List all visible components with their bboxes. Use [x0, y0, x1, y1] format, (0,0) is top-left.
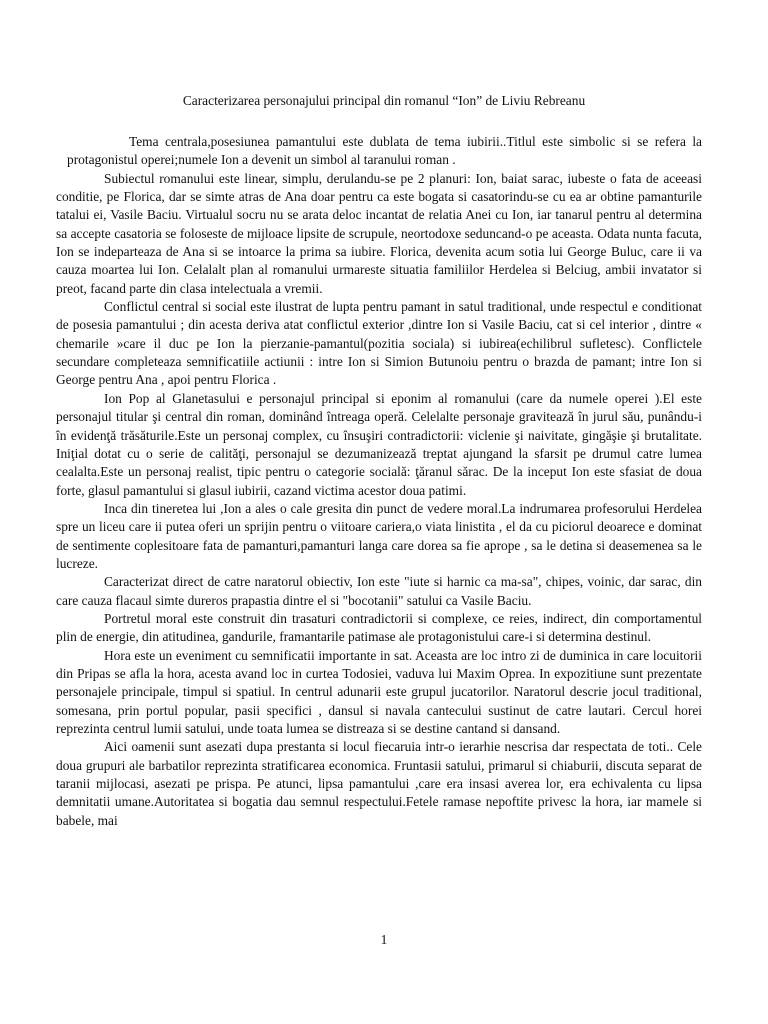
- paragraph-9: Aici oamenii sunt asezati dupa prestanta si locul fiecaruia intr-o ierarhie nescrisa dar respectata de toti.. Cele doua grupuri ale barbatilor reprezinta stratificarea economica. Fruntasii satului, primarul si chiaburii, discuta separat de taranii mijlocasi, asezati pe prispa. Pe atunci, lipsa pamantului ,care era insasi averea lor, era echivalenta cu lipsa demnitatii umane.Autoritatea si bogatia dau semnul respectului.Fetele ramase nepoftite privesc la hora, iar mamele si babele, mai: [56, 739, 702, 828]
- paragraph-6: Caracterizat direct de catre naratorul obiectiv, Ion este "iute si harnic ca ma-sa", chipes, voinic, dar sarac, din care cauza flacaul simte dureros prapastia dintre el si "bocotanii" satului ca Vasile Baciu.: [56, 574, 702, 608]
- paragraph-3: Conflictul central si social este ilustrat de lupta pentru pamant in satul traditional, unde respectul e conditionat de posesia pamantului ; din acesta deriva atat conflictul exterior ,dintre Ion si Vasile Baciu, cat si cel interior , dintre « chemarile »care il duc pe Ion la pierzanie-pamantul(pozitia sociala) si iubirea(echilibrul sufletesc). Conflictele secundare completeaza semnificatiile actiunii : intre Ion si Simion Butunoiu pentru o brazda de pamant; intre Ion si George pentru Ana , apoi pentru Florica .: [56, 299, 702, 388]
- paragraph-8: Hora este un eveniment cu semnificatii importante in sat. Aceasta are loc intro zi de duminica in care locuitorii din Pripas se afla la hora, acesta avand loc in curtea Todosiei, vaduva lui Maxim Oprea. In expozitiune sunt prezentate personajele principale, timpul si spatiul. In centrul adunarii este grupul jucatorilor. Naratorul descrie jocul traditional, somesana, prin portul popular, pasii specifici , dansul si navala cantecului sustinut de catre lautari. Cercul horei reprezinta centrul lumii satului, unde toata lumea se distreaza si se destine cantand si dansand.: [56, 647, 702, 736]
- document-body: [56, 133, 702, 830]
- paragraph-4: Ion Pop al Glanetasului e personajul principal si eponim al romanului (care da numele operei ).El este personajul titular şi central din roman, dominând întreaga operă. Celelalte personaje gravitează în jurul său, punându-i în evidenţă trăsăturile.Este un personaj complex, cu însuşiri contradictorii: viclenie şi naivitate, gingăşie şi brutalitate. Iniţial dotat cu o serie de calităţi, personajul se dezumanizează treptat ajungand la sfarsit pe drumul catre lumea cealalta.Este un personaj realist, tipic pentru o categorie socială: ţăranul sărac. De la inceput Ion este sfasiat de doua forte, glasul pamantului si glasul iubirii, cazand victima acestor doua patimi.: [56, 390, 702, 498]
- document-title: Caracterizarea personajului principal din romanul “Ion” de Liviu Rebreanu: [182, 93, 586, 108]
- paragraph-7: Portretul moral este construit din trasaturi contradictorii si complexe, ce reies, indirect, din comportamentul plin de energie, din atitudinea, gandurile, framantarile patimase ale protagonistului care-i si determina destinul.: [56, 610, 702, 645]
- paragraph-1: Tema centrala,posesiunea pamantului este dublata de tema iubirii..Titlul este simbolic si se refera la protagonistul operei;numele Ion a devenit un simbol al taranului roman .: [67, 134, 702, 168]
- paragraph-2: Subiectul romanului este linear, simplu, derulandu-se pe 2 planuri: Ion, baiat sarac, iubeste o fata de aceeasi conditie, pe Florica, dar se simte atras de Ana doar pentru ca este bogata si casatorindu-se cu ea ar obtine pamanturile tatalui ei, Vasile Baciu. Virtualul socru nu se arata deloc incantat de relatia Anei cu Ion, iar tanarul pentru al determina sa accepte casatoria se foloseste de mijloace lipsite de scrupule, neortodoxe seduncand-o pe aceasta. Odata nunta facuta, Ion se indeparteaza de Ana si se intoarce la prima sa iubire. Florica, devenita acum sotia lui George Buluc, care ii va cauza moartea lui Ion. Celalalt plan al romanului urmareste situatia familiilor Herdelea si Belciug, ambii invatator si preot, facand parte din clasa intelectuala a vremii.: [56, 170, 702, 296]
- paragraph-5: Inca din tineretea lui ,Ion a ales o cale gresita din punct de vedere moral.La indrumarea profesorului Herdelea spre un liceu care ii putea oferi un sprijin pentru o viitoare cariera,o viata linistita , el da cu piciorul deoarece e dominat de sentimente coplesitoare fata de pamanturi,pamanturi langa care dorea sa fie aprope , sa le detina si deasemenea sa le lucreze.: [56, 500, 702, 571]
- page-number: 1: [380, 932, 388, 947]
